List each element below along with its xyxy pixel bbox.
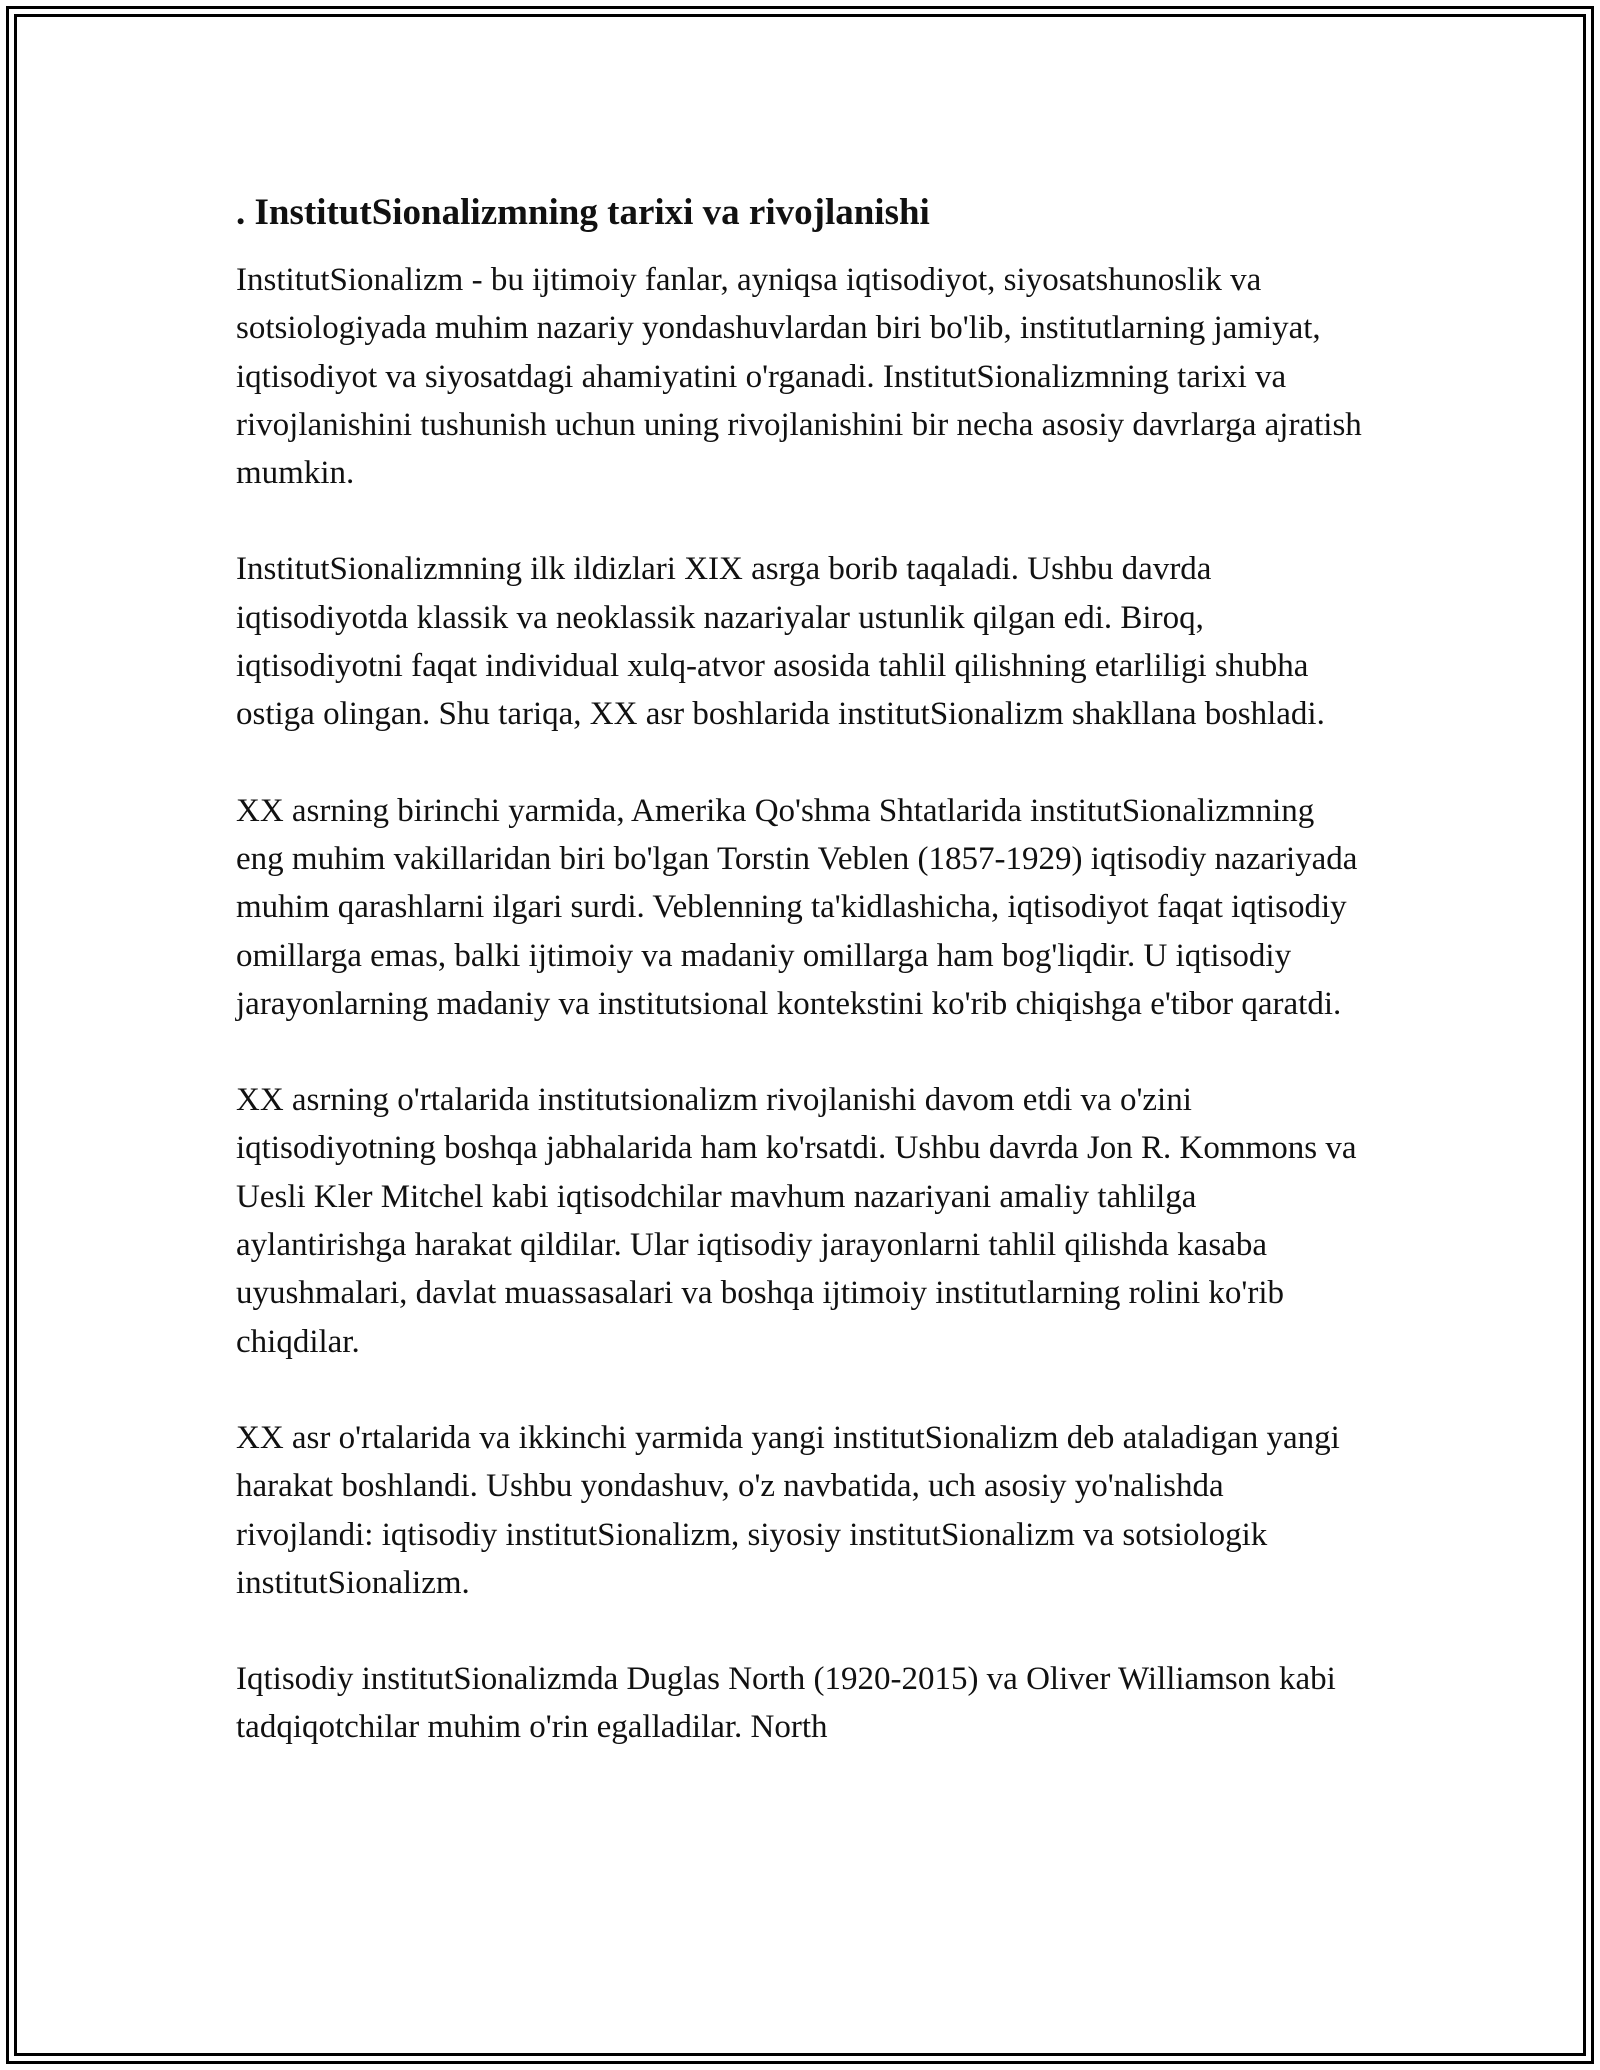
- paragraph-1: InstitutSionalizm - bu ijtimoiy fanlar, ayniqsa iqtisodiyot, siyosatshunoslik va sotsiologiyada muhim nazariy yondashuvlardan biri bo'lib, institutlarning jamiyat, iqtisodiyot va siyosatdagi ahamiyatini o'rganadi. InstitutSionalizmning tarixi va rivojlanishini tushunish uchun uning rivojlanishini bir necha asosiy davrlarga ajratish mumkin.: [236, 262, 1362, 492]
- paragraph-4: XX asrning o'rtalarida institutsionalizm rivojlanishi davom etdi va o'zini iqtisodiyotning boshqa jabhalarida ham ko'rsatdi. Ushbu davrda Jon R. Kommons va Uesli Kler Mitchel kabi iqtisodchilar mavhum nazariyani amaliy tahlilga aylantirishga harakat qildilar. Ular iqtisodiy jarayonlarni tahlil qilishda kasaba uyushmalari, davlat muassasalari va boshqa ijtimoiy institutlarning rolini ko'rib chiqdilar.: [236, 1082, 1357, 1360]
- paragraph-3: XX asrning birinchi yarmida, Amerika Qo'shma Shtatlarida institutSionalizmning eng muhim vakillaridan biri bo'lgan Torstin Veblen (1857-1929) iqtisodiy nazariyada muhim qarashlarni ilgari surdi. Veblenning ta'kidlashicha, iqtisodiyot faqat iqtisodiy omillarga emas, balki ijtimoiy va madaniy omillarga ham bog'liqdir. U iqtisodiy jarayonlarning madaniy va institutsional kontekstini ko'rib chiqishga e'tibor qaratdi.: [236, 792, 1358, 1022]
- document-body: [236, 186, 1366, 1752]
- document-title: . InstitutSionalizmning tarixi va rivojlanishi: [236, 192, 930, 233]
- paragraph-6: Iqtisodiy institutSionalizmda Duglas North (1920-2015) va Oliver Williamson kabi tadqiqotchilar muhim o'rin egalladilar. North: [236, 1661, 1336, 1746]
- paragraph-5: XX asr o'rtalarida va ikkinchi yarmida yangi institutSionalizm deb ataladigan yangi harakat boshlandi. Ushbu yondashuv, o'z navbatida, uch asosiy yo'nalishda rivojlandi: iqtisodiy institutSionalizm, siyosiy institutSionalizm va sotsiologik institutSionalizm.: [236, 1419, 1340, 1601]
- paragraph-2: InstitutSionalizmning ilk ildizlari XIX asrga borib taqaladi. Ushbu davrda iqtisodiyotda klassik va neoklassik nazariyalar ustunlik qilgan edi. Biroq, iqtisodiyotni faqat individual xulq-atvor asosida tahlil qilishning etarliligi shubha ostiga olingan. Shu tariqa, XX asr boshlarida institutSionalizm shakllana boshladi.: [236, 551, 1325, 733]
